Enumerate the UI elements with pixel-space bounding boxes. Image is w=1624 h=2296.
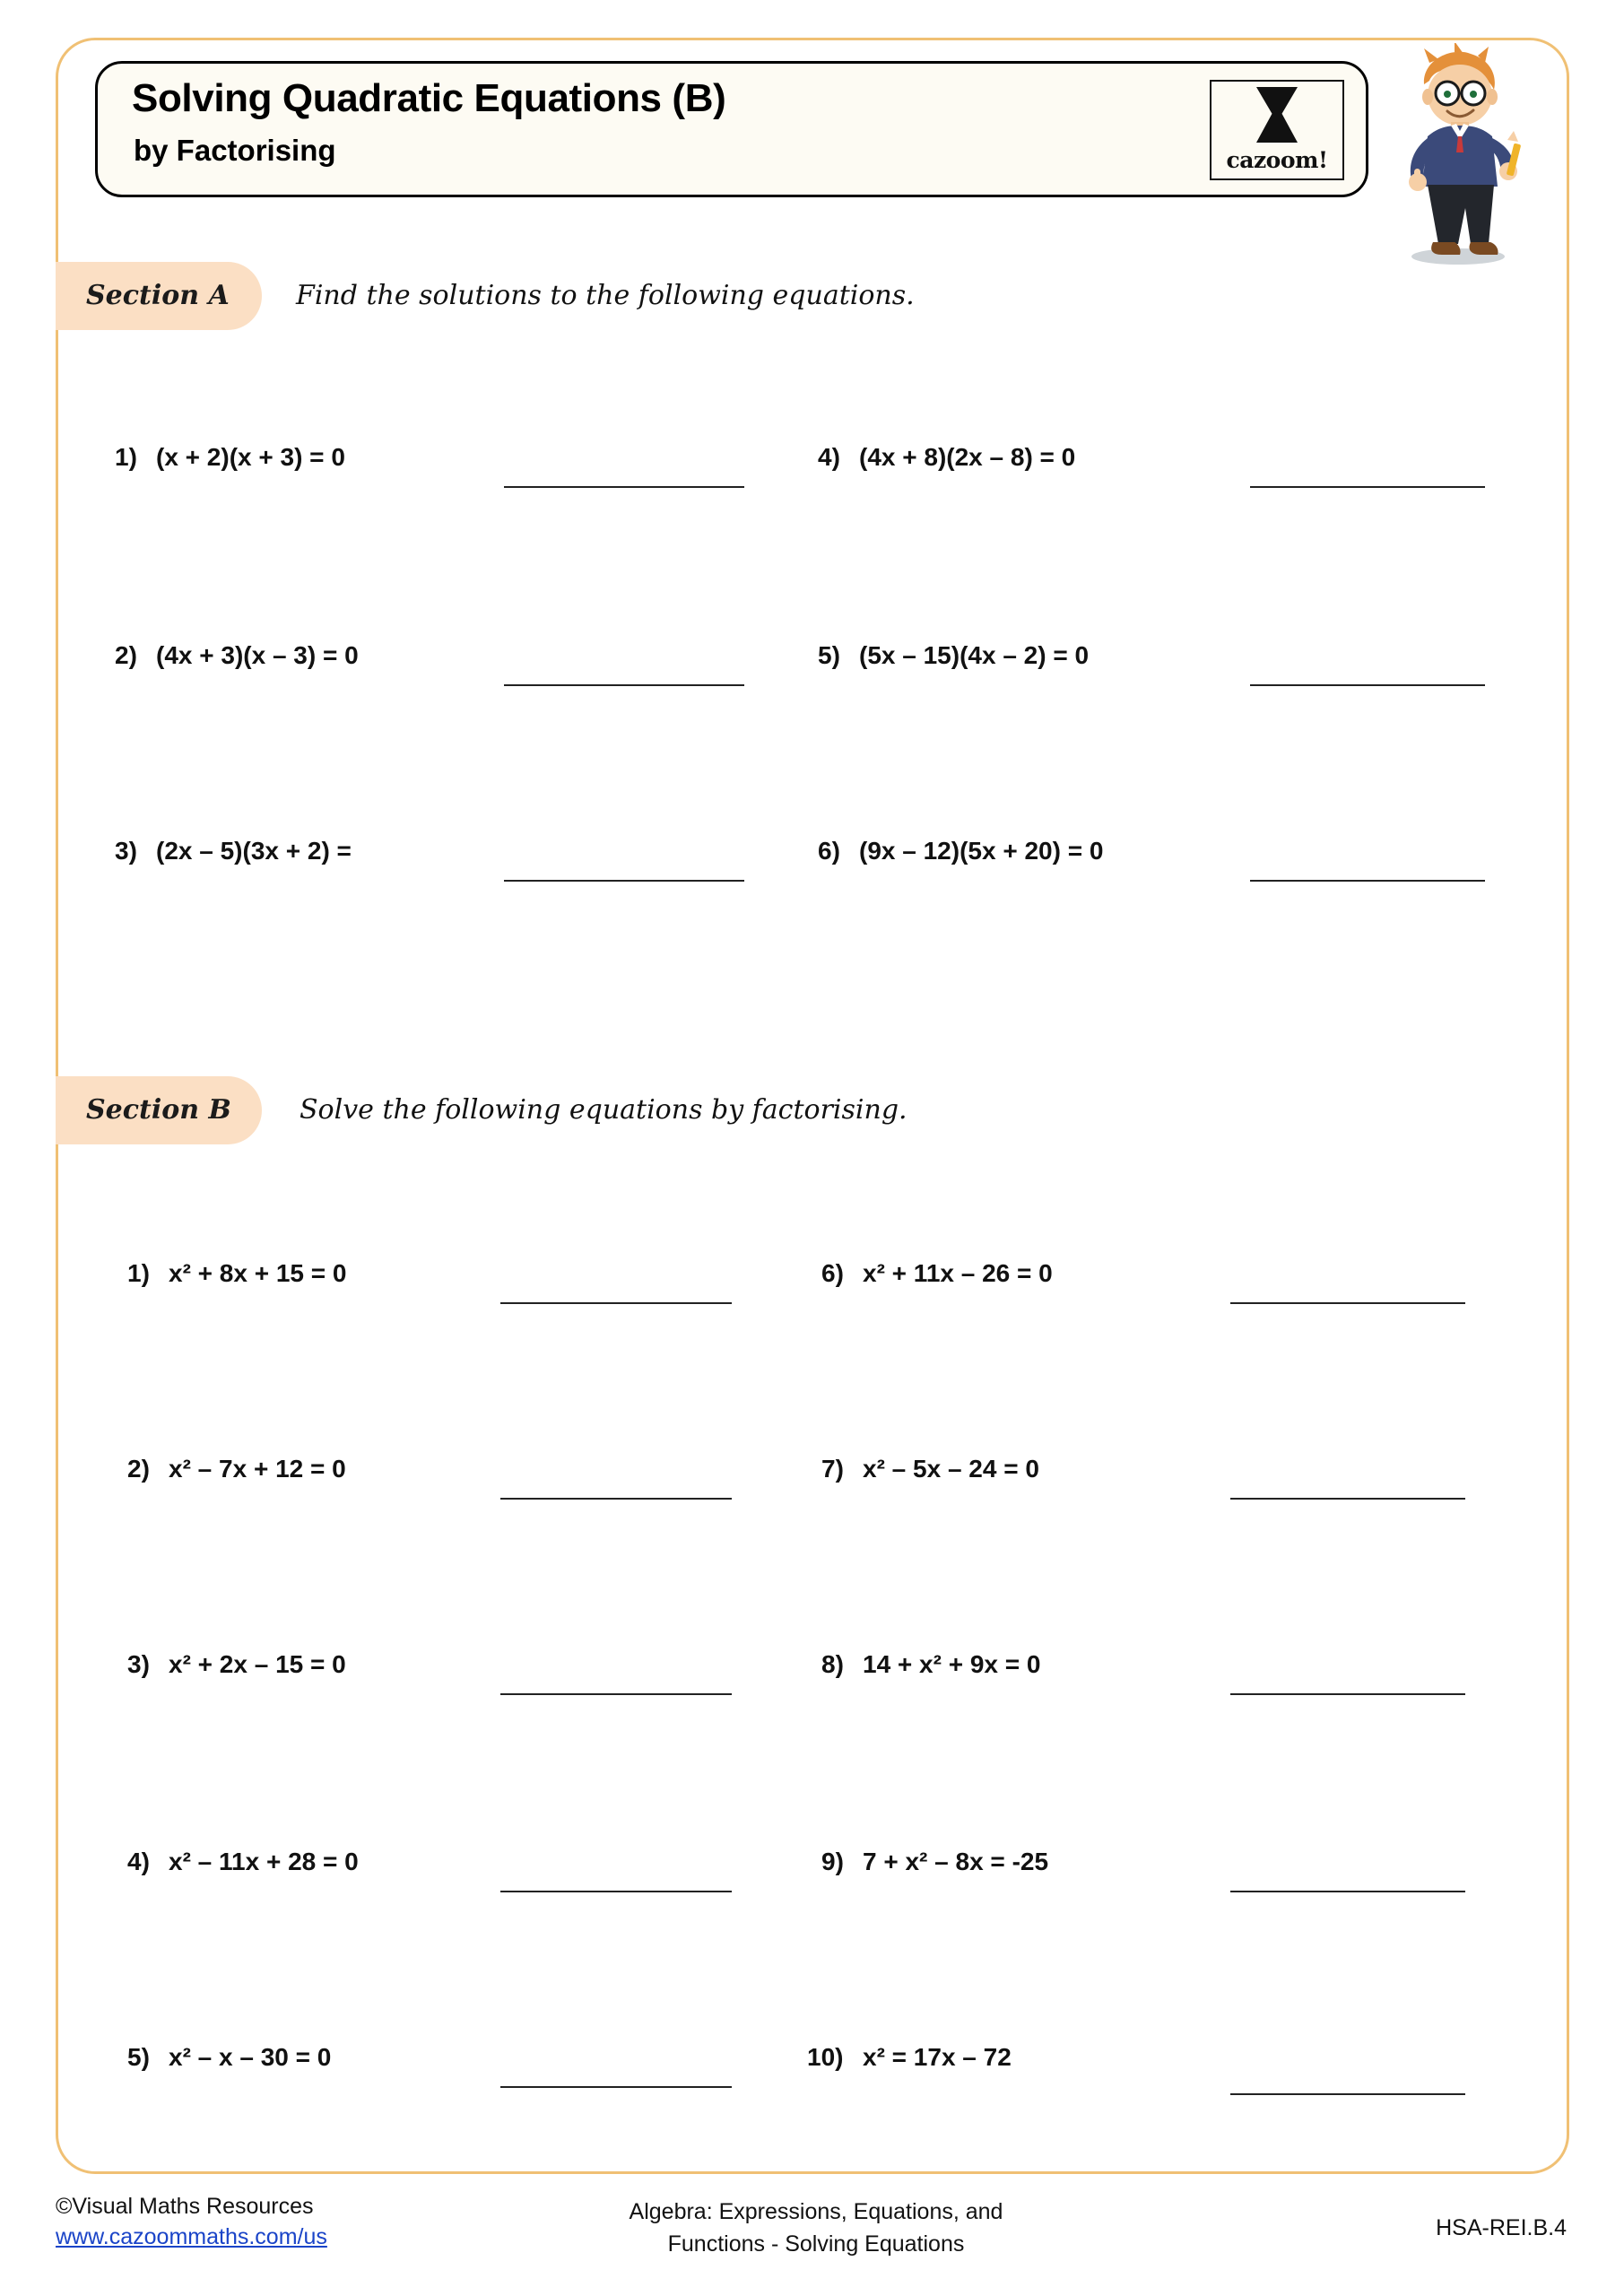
question-a3-text: (2x – 5)(3x + 2) =	[156, 837, 352, 865]
question-a4-text: (4x + 8)(2x – 8) = 0	[859, 443, 1076, 471]
question-b9-number: 9)	[821, 1848, 844, 1875]
question-a4-number: 4)	[818, 443, 840, 471]
cazoom-logo	[1210, 80, 1344, 180]
question-b8-number: 8)	[821, 1650, 844, 1678]
question-b8	[821, 1650, 1041, 1679]
question-b1-number: 1)	[127, 1259, 150, 1287]
answer-line-a3[interactable]	[504, 880, 744, 882]
question-b5-text: x² – x – 30 = 0	[169, 2043, 332, 2071]
question-b2-number: 2)	[127, 1455, 150, 1483]
section-a-label: Section A	[86, 280, 230, 311]
question-b10-number: 10)	[807, 2043, 844, 2071]
question-b1-text: x² + 8x + 15 = 0	[169, 1259, 347, 1287]
question-b10-text: x² = 17x – 72	[863, 2043, 1012, 2071]
question-b7	[821, 1455, 1039, 1483]
question-b8-text: 14 + x² + 9x = 0	[863, 1650, 1041, 1678]
question-a3	[115, 837, 352, 865]
question-b4	[127, 1848, 359, 1876]
question-b5-number: 5)	[127, 2043, 150, 2071]
question-b4-text: x² – 11x + 28 = 0	[169, 1848, 359, 1875]
question-b7-text: x² – 5x – 24 = 0	[863, 1455, 1039, 1483]
question-b10	[807, 2043, 1012, 2072]
question-b2-text: x² – 7x + 12 = 0	[169, 1455, 346, 1483]
footer-topic-line2: Functions - Solving Equations	[667, 2231, 965, 2257]
website-link[interactable]: www.cazoommaths.com/us	[56, 2223, 327, 2249]
answer-line-b2[interactable]	[500, 1498, 732, 1500]
question-b3	[127, 1650, 346, 1679]
answer-line-b6[interactable]	[1230, 1302, 1465, 1304]
answer-line-b5[interactable]	[500, 2086, 732, 2088]
question-a1-number: 1)	[115, 443, 137, 471]
section-b-pill	[56, 1076, 262, 1144]
question-b3-number: 3)	[127, 1650, 150, 1678]
question-a1-text: (x + 2)(x + 3) = 0	[156, 443, 345, 471]
question-a2-text: (4x + 3)(x – 3) = 0	[156, 641, 359, 669]
question-b7-number: 7)	[821, 1455, 844, 1483]
answer-line-a4[interactable]	[1250, 486, 1485, 488]
standard-code: HSA-REI.B.4	[1436, 2215, 1567, 2240]
question-a1	[115, 443, 345, 472]
footer-topic-line1: Algebra: Expressions, Equations, and	[629, 2199, 1003, 2224]
answer-line-b3[interactable]	[500, 1693, 732, 1695]
question-a5-number: 5)	[818, 641, 840, 669]
question-a2-number: 2)	[115, 641, 137, 669]
answer-line-a2[interactable]	[504, 684, 744, 686]
footer-left	[56, 2192, 327, 2253]
question-b2	[127, 1455, 346, 1483]
question-b5	[127, 2043, 331, 2072]
question-a6	[818, 837, 1103, 865]
question-a6-number: 6)	[818, 837, 840, 865]
answer-line-b8[interactable]	[1230, 1693, 1465, 1695]
hourglass-icon	[1256, 87, 1298, 143]
section-b-label: Section B	[86, 1094, 231, 1126]
page-subtitle: by Factorising	[134, 134, 336, 167]
question-b6	[821, 1259, 1053, 1288]
title-box	[95, 61, 1368, 197]
section-b-instruction: Solve the following equations by factorising.	[300, 1094, 908, 1126]
logo-text: cazoom!	[1226, 147, 1328, 173]
question-a6-text: (9x – 12)(5x + 20) = 0	[859, 837, 1104, 865]
question-b9	[821, 1848, 1048, 1876]
question-a2	[115, 641, 359, 670]
answer-line-b1[interactable]	[500, 1302, 732, 1304]
question-b9-text: 7 + x² – 8x = -25	[863, 1848, 1049, 1875]
answer-line-b9[interactable]	[1230, 1891, 1465, 1892]
question-b4-number: 4)	[127, 1848, 150, 1875]
answer-line-a5[interactable]	[1250, 684, 1485, 686]
answer-line-b10[interactable]	[1230, 2093, 1465, 2095]
section-a-pill	[56, 262, 262, 330]
question-b1	[127, 1259, 347, 1288]
answer-line-a6[interactable]	[1250, 880, 1485, 882]
answer-line-a1[interactable]	[504, 486, 744, 488]
answer-line-b7[interactable]	[1230, 1498, 1465, 1500]
question-a4	[818, 443, 1075, 472]
mascot-illustration	[1388, 43, 1532, 267]
answer-line-b4[interactable]	[500, 1891, 732, 1892]
section-a-instruction: Find the solutions to the following equations.	[296, 280, 915, 311]
footer-center	[538, 2196, 1094, 2261]
question-a3-number: 3)	[115, 837, 137, 865]
question-a5-text: (5x – 15)(4x – 2) = 0	[859, 641, 1090, 669]
question-b3-text: x² + 2x – 15 = 0	[169, 1650, 346, 1678]
page-title: Solving Quadratic Equations (B)	[132, 76, 726, 120]
copyright-text: ©Visual Maths Resources	[56, 2194, 314, 2219]
question-b6-text: x² + 11x – 26 = 0	[863, 1259, 1053, 1287]
question-a5	[818, 641, 1089, 670]
question-b6-number: 6)	[821, 1259, 844, 1287]
